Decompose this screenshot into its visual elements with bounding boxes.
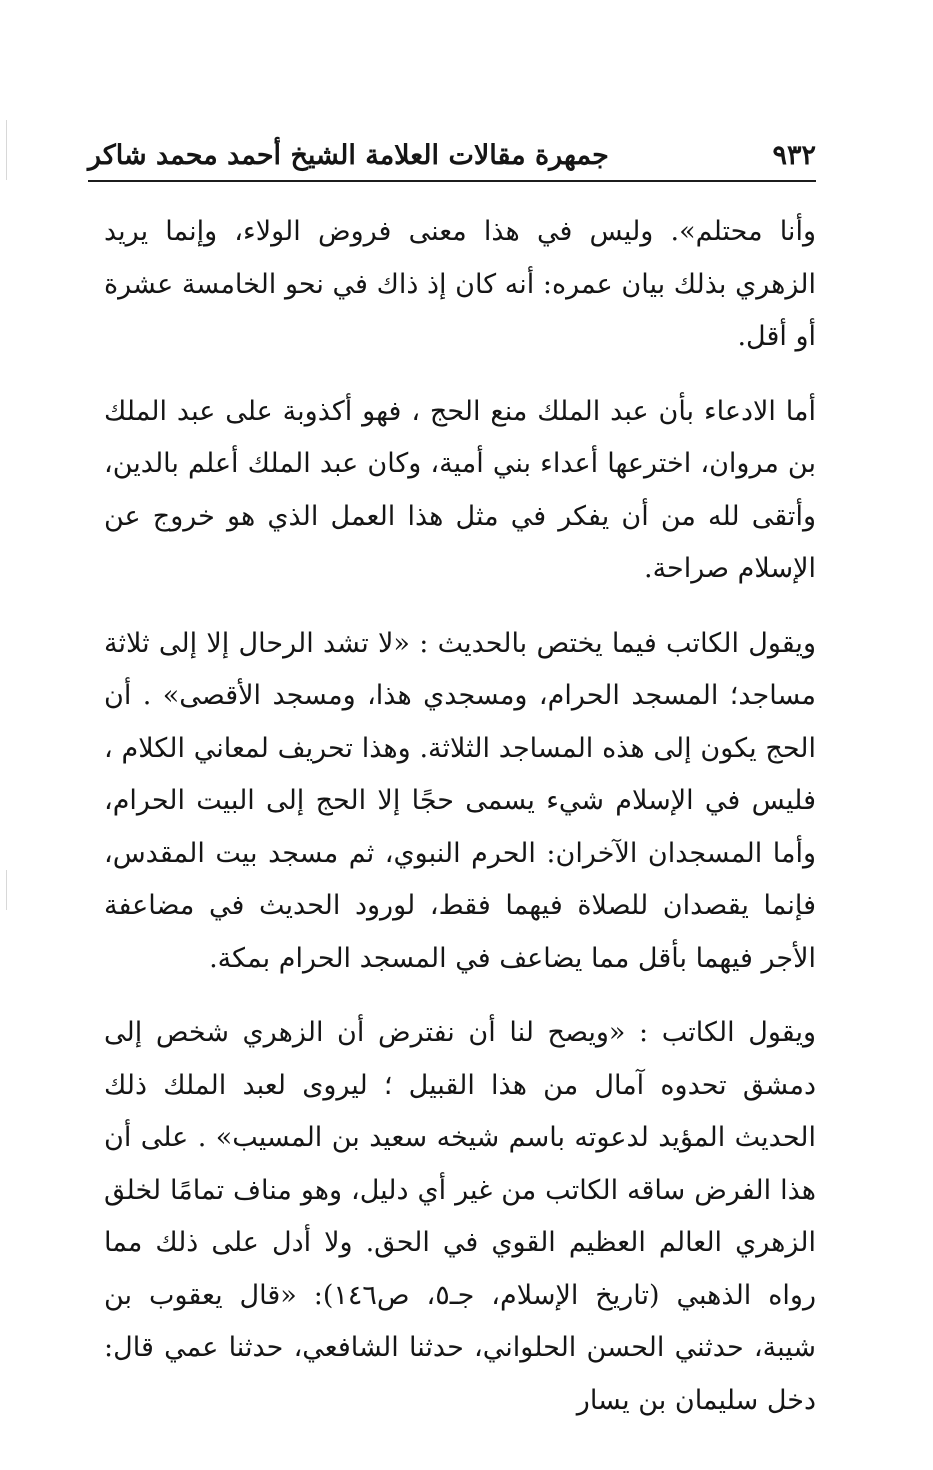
paragraph: أما الادعاء بأن عبد الملك منع الحج ، فهو أكذوبة على عبد الملك بن مروان، اخترعها أعداء بني أمية، وكان عبد الملك أعلم بالدين، وأتقى لله من أن يفكر في مثل هذا العمل الذي هو خروج عن الإسلام صراحة. — [104, 395, 816, 584]
running-head-title: جمهرة مقالات العلامة الشيخ أحمد محمد شاكر — [88, 139, 609, 171]
body-text — [104, 206, 816, 1427]
scan-edge-mark — [6, 120, 7, 180]
paragraph: ويقول الكاتب : «ويصح لنا أن نفترض أن الزهري شخص إلى دمشق تحدوه آمال من هذا القبيل ؛ ليروى لعبد الملك ذلك الحديث المؤيد لدعوته باسم شيخه سعيد بن المسيب» . على أن هذا الفرض ساقه الكاتب من غير أي دليل، وهو مناف تمامًا لخلق الزهري العالم العظيم القوي في الحق. ولا أدل على ذلك مما رواه الذهبي (تاريخ الإسلام، جـ٥، ص١٤٦): «قال يعقوب بن شيبة، حدثني الحسن الحلواني، حدثنا الشافعي، حدثنا عمي قال: دخل سليمان بن يسار — [104, 1017, 816, 1416]
header-rule — [88, 180, 816, 182]
paragraph: ويقول الكاتب فيما يختص بالحديث : «لا تشد الرحال إلا إلى ثلاثة مساجد؛ المسجد الحرام، ومسجدي هذا، ومسجد الأقصى» . أن الحج يكون إلى هذه المساجد الثلاثة. وهذا تحريف لمعاني الكلام ، فليس في الإسلام شيء يسمى حجًا إلا الحج إلى البيت الحرام، وأما المسجدان الآخران: الحرم النبوي، ثم مسجد بيت المقدس، فإنما يقصدان للصلاة فيهما فقط، لورود الحديث في مضاعفة الأجر فيهما بأقل مما يضاعف في المسجد الحرام بمكة. — [104, 627, 816, 974]
paragraph: وأنا محتلم». وليس في هذا معنى فروض الولاء، وإنما يريد الزهري بذلك بيان عمره: أنه كان إذ ذاك في نحو الخامسة عشرة أو أقل. — [104, 216, 816, 352]
running-head — [88, 132, 816, 178]
scan-edge-mark — [6, 870, 7, 910]
page-number: ٩٣٢ — [772, 139, 816, 171]
